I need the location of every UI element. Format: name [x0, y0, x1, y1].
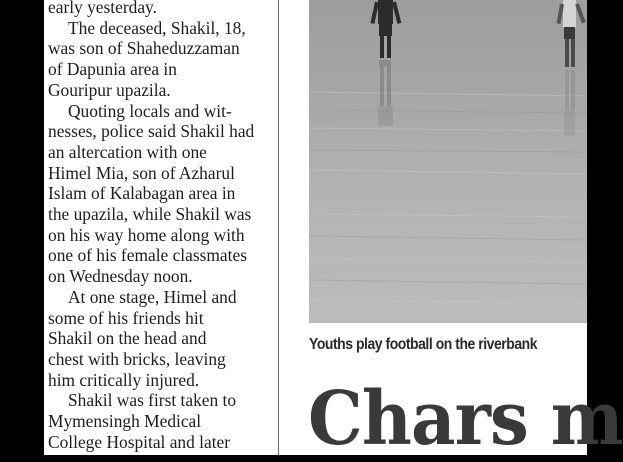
article-line: Himel Mia, son of Azharul [48, 162, 235, 183]
youth-figure-left [370, 0, 401, 58]
article-line: Islam of Kalabagan area in [48, 183, 236, 204]
article-column-left [48, 0, 274, 452]
article-line: Gouripur upazila. [48, 79, 171, 100]
article-line: an altercation with one [48, 141, 207, 162]
riverbank-photo [309, 0, 587, 323]
article-line: nesses, police said Shakil had [48, 121, 255, 142]
newspaper-page [44, 0, 623, 462]
article-line: At one stage, Himel and [68, 286, 237, 307]
photo-caption: Youths play football on the riverbank [309, 336, 538, 353]
article-line: The deceased, Shakil, 18, [68, 17, 246, 38]
article-line: on his way home along with [48, 224, 245, 245]
column-divider [278, 0, 279, 455]
article-line: him critically injured. [48, 369, 200, 390]
article-line: one of his female classmates [48, 245, 247, 266]
article-headline: Chars m [308, 376, 623, 462]
article-line: some of his friends hit [48, 307, 204, 328]
article-line: Shakil was first taken to [68, 390, 237, 411]
article-line: early yesterday. [48, 0, 157, 17]
article-line: College Hospital and later [48, 431, 231, 452]
youth-figure-right [557, 0, 586, 67]
article-line: Quoting locals and wit- [68, 100, 232, 121]
article-line: Mymensingh Medical [48, 411, 202, 432]
article-line: chest with bricks, leaving [48, 348, 226, 369]
article-line: of Dapunia area in [48, 59, 177, 80]
article-line: was son of Shaheduzzaman [48, 38, 240, 59]
article-line: on Wednesday noon. [48, 266, 193, 287]
article-line: Shakil on the head and [48, 328, 207, 349]
article-line: the upazila, while Shakil was [48, 204, 252, 225]
